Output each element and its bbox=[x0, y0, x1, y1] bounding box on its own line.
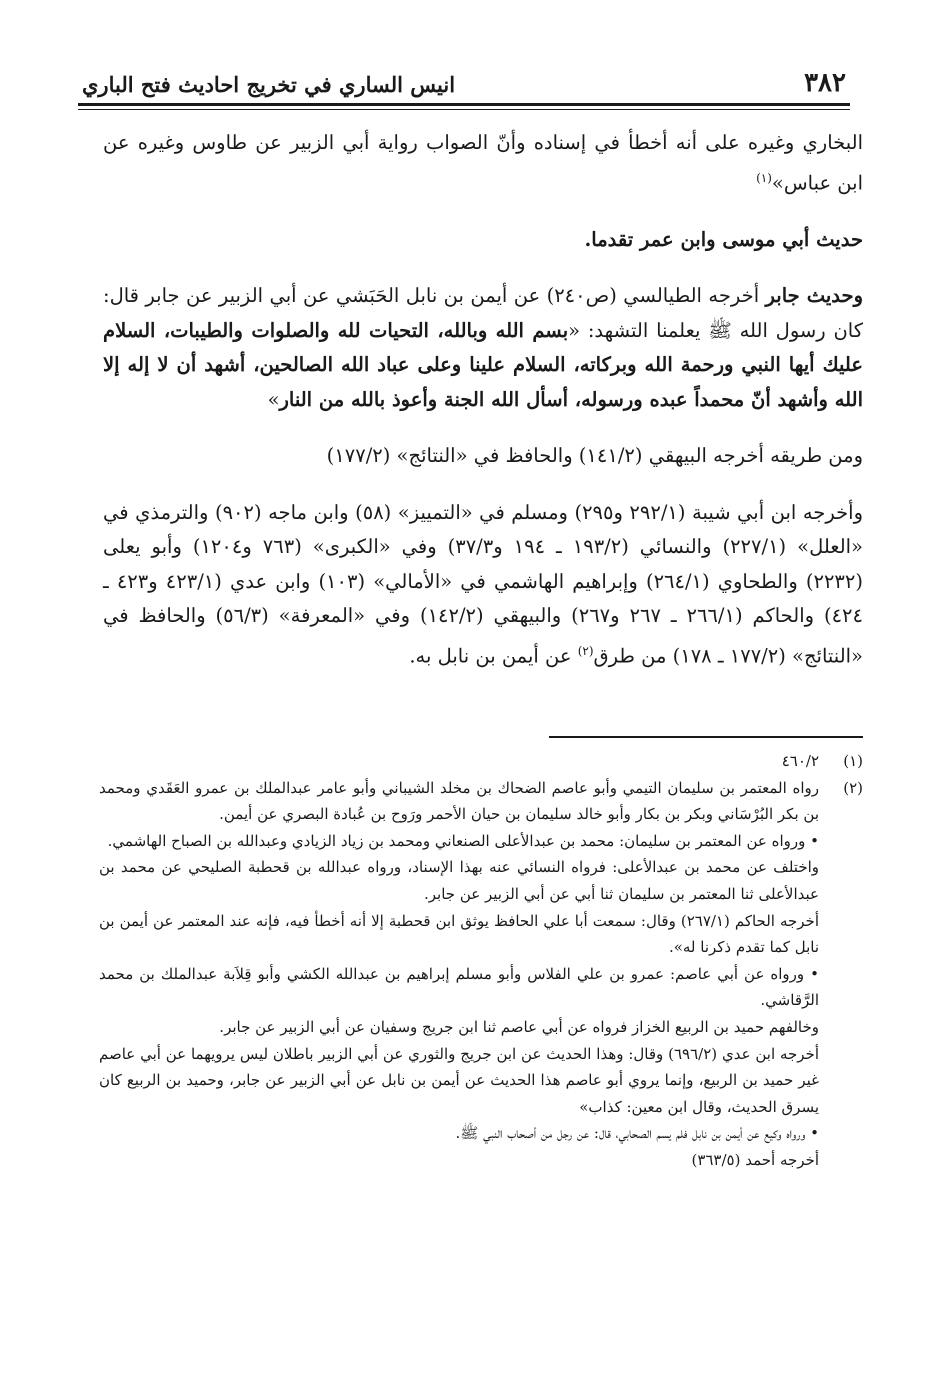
footnote-1 bbox=[99, 748, 863, 775]
paragraph-continuation bbox=[103, 126, 863, 201]
footnote-ref-1: (١) bbox=[756, 170, 772, 185]
running-title: انيس الساري في تخريج احاديث فتح الباري bbox=[82, 72, 456, 97]
running-header bbox=[78, 66, 850, 106]
footnote-2 bbox=[99, 775, 863, 1174]
paragraph-jabir bbox=[103, 279, 863, 417]
paragraph-text: وأخرجه ابن أبي شيبة (٢٩٢/١ و٢٩٥) ومسلم في «التمييز» (٥٨) وابن ماجه (٩٠٢) والترمذي في «العلل» (٢٢٧/١) والنسائي (١٩٣/٢ ـ ١٩٤ و٣٧/٣) وفي «الكبرى» (٧٦٣ و١٢٠٤) وأبو يعلى (٢٢٣٢) والطحاوي (٢٦٤/١) وإبراهيم الهاشمي في «الأمالي» (١٠٣) وابن عدي (٤٢٣/١ و٤٢٣ ـ ٤٢٤) والحاكم (٢٦٦/١ ـ ٢٦٧ و٢٦٧) والبيهقي (١٤٢/٢) وفي «المعرفة» (٥٦/٣) والحافظ في «النتائج» (١٧٧/٢ ـ ١٧٨) من طرق bbox=[103, 500, 863, 667]
header-rule bbox=[78, 103, 850, 106]
page-number: ٣٨٢ bbox=[804, 68, 846, 98]
main-text bbox=[103, 126, 863, 674]
footnote-text: أخرجه أحمد (٣٦٣/٥) bbox=[691, 1150, 819, 1169]
footnote-text: أخرجه ابن عدي (٦٩٦/٢) وقال: وهذا الحديث عن ابن جريج والثوري عن أبي الزبير باطلان ليس يرويهما عن أبي عاصم غير حميد بن الربيع، وإنما يروي أبو عاصم هذا الحديث عن أيمن بن نابل عن أبي الزبير عن جابر، وحميد بن الربيع كان يسرق الحديث، وقال ابن معين: كذاب» bbox=[99, 1044, 819, 1116]
footnote-number: (١) bbox=[843, 752, 863, 770]
footnote-text: • ورواه وكيع عن أيمن بن نابل فلم يسم الصحابي، قال: عن رجل من أصحاب النبي ﷺ. bbox=[455, 1124, 819, 1143]
footnote-text: رواه المعتمر بن سليمان التيمي وأبو عاصم الضحاك بن مخلد الشيباني وأبو عامر عبدالملك بن عمرو العَقَدي ومحمد بن بكر البُرْسَاني وبكر بن بكار وأبو خالد سليمان بن حيان الأحمر ورَوح بن عُبادة البصري عن أيمن. bbox=[99, 778, 819, 824]
footnote-ref-2: (٢) bbox=[577, 643, 594, 658]
paragraph-text: أخرجه الطيالسي (ص٢٤٠) عن أيمن بن نابل الحَبَشي عن أبي الزبير عن جابر قال: كان رسول الله ﷺ يعلمنا التشهد: « bbox=[103, 284, 863, 342]
footnotes bbox=[99, 748, 863, 1174]
paragraph-abu-musa: حديث أبي موسى وابن عمر تقدما. bbox=[584, 227, 863, 251]
paragraph-takhrij bbox=[103, 496, 863, 674]
paragraph-text: عن أيمن بن نابل به. bbox=[409, 644, 578, 667]
footnote-text: واختلف عن محمد بن عبدالأعلى: فرواه النسائي عنه بهذا الإسناد، ورواه عبدالله بن قحطبة الصليحي عن محمد بن عبدالأعلى ثنا المعتمر بن سليمان ثنا أبي عن أبي الزبير عن جابر. bbox=[99, 858, 819, 903]
footnote-text: ٤٦٠/٢ bbox=[781, 752, 819, 770]
footnote-separator bbox=[549, 736, 863, 738]
footnote-text: أخرجه الحاكم (٢٦٧/١) وقال: سمعت أبا علي الحافظ يوثق ابن قحطبة إلا أنه أخطأ فيه، فإنه عند المعتمر عن أيمن بن نابل كما تقدم ذكرنا له». bbox=[99, 911, 819, 957]
header-rule-thin bbox=[78, 109, 850, 110]
footnote-text: • ورواه عن المعتمر بن سليمان: محمد بن عبدالأعلى الصنعاني ومحمد بن زياد الزيادي وعبدالله بن الصباح الهاشمي. bbox=[107, 831, 819, 850]
paragraph-lead: وحديث جابر bbox=[765, 284, 863, 307]
tashahhud-quote: بسم الله وبالله، التحيات لله والصلوات والطيبات، السلام عليك أيها النبي ورحمة الله وبركاته، السلام علينا وعلى عباد الله الصالحين، أشهد أن لا إله إلا الله وأشهد أنّ محمداً عبده ورسوله، أسأل الله الجنة وأعوذ بالله من النار bbox=[103, 318, 863, 411]
paragraph-text: البخاري وغيره على أنه أخطأ في إسناده وأنّ الصواب رواية أبي الزبير عن طاوس وغيره عن ابن عباس» bbox=[103, 131, 863, 194]
paragraph-bayhaqi: ومن طريقه أخرجه البيهقي (١٤١/٢) والحافظ في «النتائج» (١٧٧/٢) bbox=[326, 444, 863, 467]
footnote-text: • ورواه عن أبي عاصم: عمرو بن علي الفلاس وأبو مسلم إبراهيم بن عبدالله الكشي وأبو قِلاَبة عبدالملك بن محمد الرَّقاشي. bbox=[99, 964, 819, 1010]
footnote-text: وخالفهم حميد بن الربيع الخزاز فرواه عن أبي عاصم ثنا ابن جريج وسفيان عن أبي الزبير عن جابر. bbox=[219, 1017, 819, 1036]
footnote-number: (٢) bbox=[843, 778, 863, 797]
quote-close: » bbox=[267, 387, 280, 411]
